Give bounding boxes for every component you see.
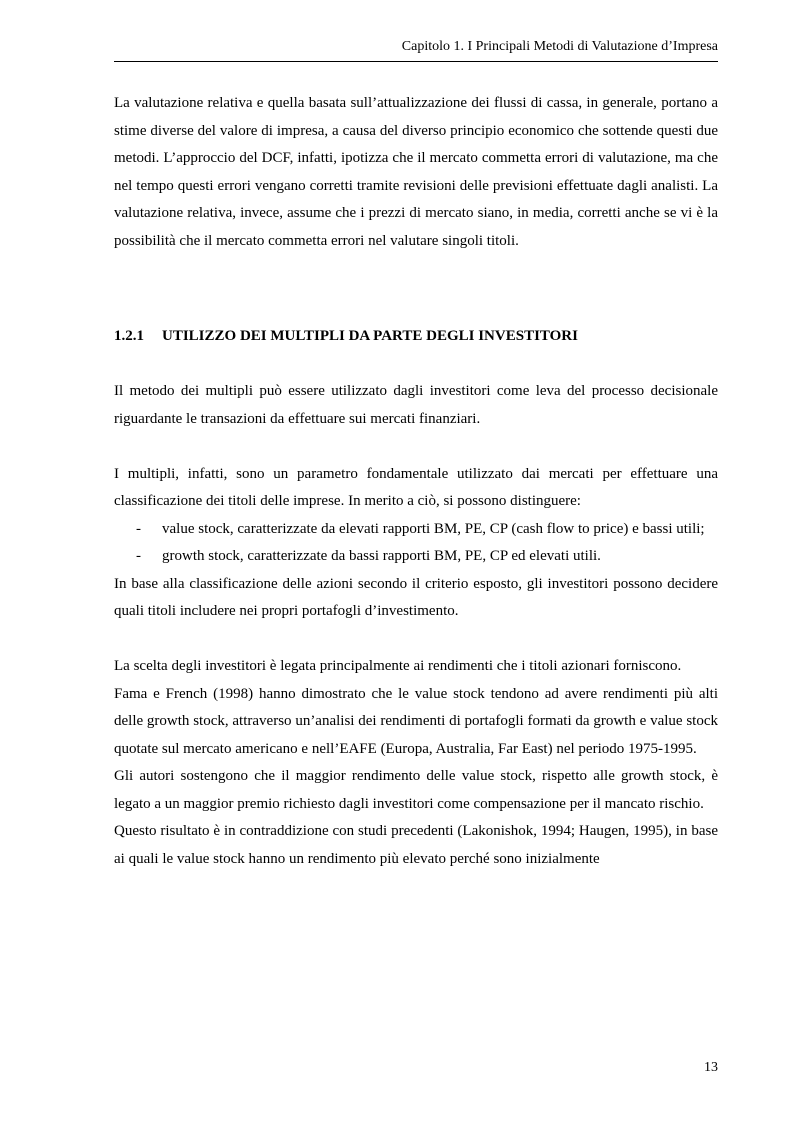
list-dash: - <box>136 520 141 537</box>
paragraph-contradiction: Questo risultato è in contraddizione con studi precedenti (Lakonishok, 1994; Haugen, 1995), in base ai quali le value stock hanno un rendimento più elevato perché sono inizialmente <box>114 823 718 867</box>
spacer <box>114 433 718 461</box>
paragraph-returns: La scelta degli investitori è legata principalmente ai rendimenti che i titoli azionari forniscono. <box>114 658 682 674</box>
running-header <box>114 38 718 56</box>
stock-types-list <box>114 516 718 571</box>
section-number: 1.2.1 <box>114 328 144 344</box>
paragraph-fama-french: Fama e French (1998) hanno dimostrato che le value stock tendono ad avere rendimenti più alti delle growth stock, attraverso un’analisi dei rendimenti di portafogli formati da growth e value stock quotate sul mercato americano e nell’EAFE (Europa, Australia, Far East) nel periodo 1975-1995. <box>114 685 718 757</box>
list-item <box>114 516 718 544</box>
paragraph-portfolio-choice: In base alla classificazione delle azioni secondo il criterio esposto, gli investitori possono decidere quali titoli includere nei propri portafogli d’investimento. <box>114 575 718 619</box>
header-divider <box>114 61 718 62</box>
list-item-text: growth stock, caratterizzate da bassi rapporti BM, PE, CP ed elevati utili. <box>162 548 601 564</box>
paragraph-classification: I multipli, infatti, sono un parametro fondamentale utilizzato dai mercati per effettuare una classificazione dei titoli delle imprese. In merito a ciò, si possono distinguere: <box>114 465 718 509</box>
spacer <box>114 255 718 323</box>
section-title: UTILIZZO DEI MULTIPLI DA PARTE DEGLI INVESTITORI <box>162 328 578 344</box>
page-number-value: 13 <box>704 1060 718 1075</box>
spacer <box>114 626 718 654</box>
page-body <box>114 90 718 873</box>
page-number <box>114 1059 718 1077</box>
list-dash: - <box>136 548 141 564</box>
paragraph-investors-leverage: Il metodo dei multipli può essere utilizzato dagli investitori come leva del processo decisionale riguardante le transazioni da effettuare sui mercati finanziari. <box>114 383 718 427</box>
list-item <box>114 543 718 571</box>
list-item-text: value stock, caratterizzate da elevati rapporti BM, PE, CP (cash flow to price) e bassi utili; <box>162 520 705 537</box>
running-title: Capitolo 1. I Principali Metodi di Valutazione d’Impresa <box>401 39 718 54</box>
paragraph-risk-premium: Gli autori sostengono che il maggior rendimento delle value stock, rispetto alle growth stock, è legato a un maggior premio richiesto dagli investitori come compensazione per il mancato rischio. <box>114 768 718 812</box>
intro-paragraph: La valutazione relativa e quella basata sull’attualizzazione dei flussi di cassa, in generale, portano a stime diverse del valore di impresa, a causa del diverso principio economico che sottende questi due metodi. L’approccio del DCF, infatti, ipotizza che il mercato commetta errori di valutazione, ma che nel tempo questi errori vengano corretti tramite revisioni delle previsioni effettuate dagli analisti. La valutazione relativa, invece, assume che i prezzi di mercato siano, in media, corretti anche se vi è la possibilità che il mercato commetta errori nel valutare singoli titoli. <box>114 95 718 249</box>
spacer <box>114 351 718 379</box>
section-heading <box>114 323 718 351</box>
